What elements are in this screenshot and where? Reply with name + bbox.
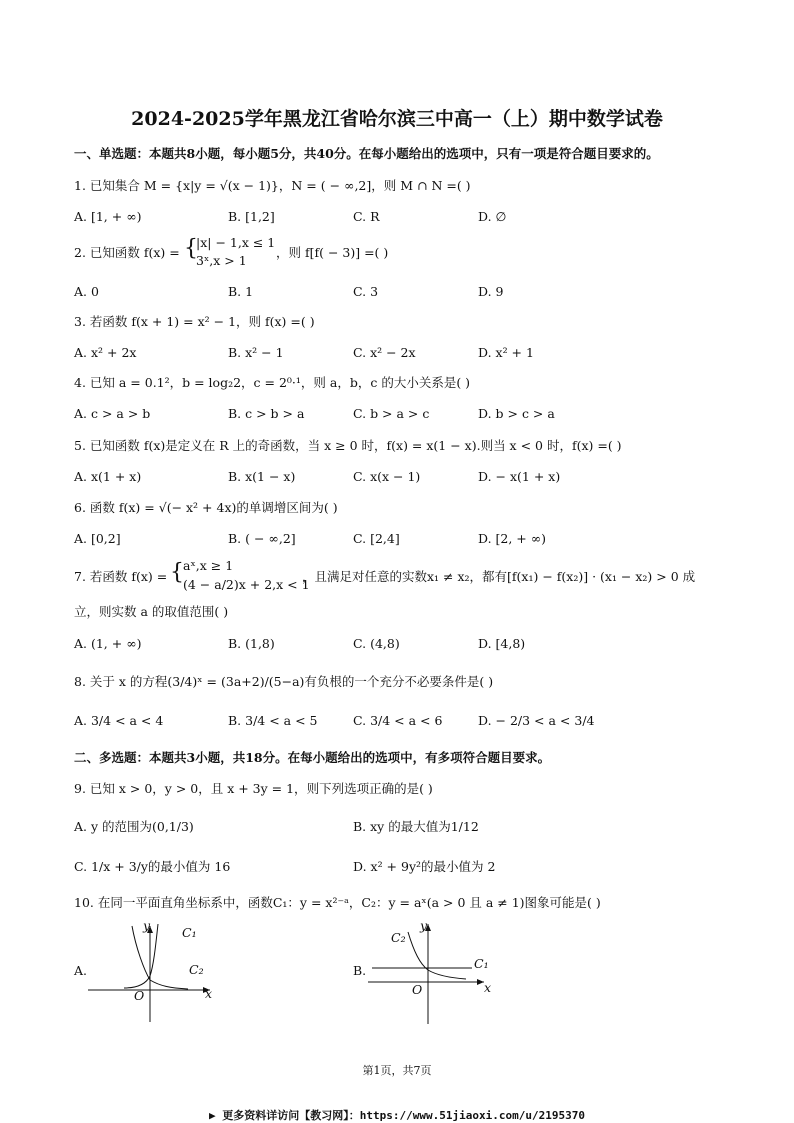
source-banner: ▶ 更多资料详访问【教习网】：https://www.51jiaoxi.com/u/2195370 (209, 1109, 585, 1122)
q8-option-b: B. 3/4 < a < 5 (228, 713, 318, 728)
q10-graph-a (88, 918, 228, 1026)
q7-piece-1: aˣ,x ≥ 1 (183, 558, 234, 573)
q9-option-b: B. xy 的最大值为1/12 (353, 819, 479, 834)
question-5-stem: 5. 已知函数 f(x)是定义在 R 上的奇函数，当 x ≥ 0 时，f(x) = x(1 − x).则当 x < 0 时，f(x) =( ) (74, 438, 622, 453)
q10-a-c2-label: C₂ (189, 962, 204, 977)
q3-option-b: B. x² − 1 (228, 345, 284, 360)
page-footer: 第1页，共7页 (362, 1064, 432, 1077)
q10-a-c1-label: C₁ (182, 925, 197, 940)
q10-a-y-label: y (143, 918, 151, 933)
q1-option-d: D. ∅ (478, 209, 507, 224)
question-9-stem: 9. 已知 x > 0，y > 0，且 x + 3y = 1，则下列选项正确的是( ) (74, 781, 433, 796)
q10-b-c2-label: C₂ (391, 930, 406, 945)
curve-c1 (124, 924, 158, 988)
q10-a-x-label: x (205, 986, 213, 1001)
q4-option-a: A. c > a > b (74, 406, 151, 421)
q10-graph-b (368, 918, 498, 1028)
q7-option-b: B. (1,8) (228, 636, 275, 651)
question-4-stem: 4. 已知 a = 0.1²，b = log₂2，c = 2⁰·¹，则 a，b，c 的大小关系是( ) (74, 375, 471, 390)
q10-b-origin-label: O (412, 982, 423, 997)
q1-option-c: C. R (353, 209, 380, 224)
q3-option-d: D. x² + 1 (478, 345, 534, 360)
q8-option-a: A. 3/4 < a < 4 (74, 713, 164, 728)
q1-option-a: A. [1, + ∞) (74, 209, 142, 224)
question-1-stem: 1. 已知集合 M = {x|y = √(x − 1)}，N = ( − ∞,2]，则 M ∩ N =( ) (74, 178, 471, 193)
q2-option-b: B. 1 (228, 284, 254, 299)
q6-option-d: D. [2, + ∞) (478, 531, 547, 546)
q4-option-b: B. c > b > a (228, 406, 305, 421)
q1-option-b: B. [1,2] (228, 209, 275, 224)
question-3-stem: 3. 若函数 f(x + 1) = x² − 1，则 f(x) =( ) (74, 314, 315, 329)
q8-option-d: D. − 2/3 < a < 3/4 (478, 713, 595, 728)
question-7-stem-suffix: ，且满足对任意的实数x₁ ≠ x₂，都有[f(x₁) − f(x₂)] · (x₁ − x₂) > 0 成 (302, 569, 696, 584)
section-heading-single-choice: 一、单选题：本题共8小题，每小题5分，共40分。在每小题给出的选项中，只有一项是符合题目要求的。 (74, 146, 659, 161)
q9-option-a: A. y 的范围为(0,1/3) (74, 819, 194, 834)
curve-c2 (408, 932, 466, 979)
q2-option-c: C. 3 (353, 284, 379, 299)
q4-option-d: D. b > c > a (478, 406, 555, 421)
page-title: 2024-2025学年黑龙江省哈尔滨三中高一（上）期中数学试卷 (131, 108, 663, 130)
q3-option-a: A. x² + 2x (74, 345, 137, 360)
q5-option-c: C. x(x − 1) (353, 469, 421, 484)
question-2-stem-prefix: 2. 已知函数 f(x) = (74, 245, 180, 260)
q9-option-d: D. x² + 9y²的最小值为 2 (353, 859, 496, 874)
question-6-stem: 6. 函数 f(x) = √(− x² + 4x)的单调增区间为( ) (74, 500, 338, 515)
q5-option-d: D. − x(1 + x) (478, 469, 561, 484)
q5-option-b: B. x(1 − x) (228, 469, 296, 484)
q3-option-c: C. x² − 2x (353, 345, 416, 360)
q2-option-a: A. 0 (74, 284, 99, 299)
q7-piece-2: (4 − a/2)x + 2,x < 1 (183, 577, 310, 592)
q4-option-c: C. b > a > c (353, 406, 430, 421)
section-heading-multiple-choice: 二、多选题：本题共3小题，共18分。在每小题给出的选项中，有多项符合题目要求。 (74, 750, 551, 765)
q6-option-c: C. [2,4] (353, 531, 400, 546)
q5-option-a: A. x(1 + x) (74, 469, 142, 484)
q10-b-x-label: x (484, 980, 492, 995)
q10-b-c1-label: C₁ (474, 956, 489, 971)
q6-option-b: B. ( − ∞,2] (228, 531, 296, 546)
q10-a-origin-label: O (134, 988, 145, 1003)
question-10-stem: 10. 在同一平面直角坐标系中，函数C₁：y = x²⁻ᵃ，C₂：y = aˣ(a > 0 且 a ≠ 1)图象可能是( ) (74, 895, 601, 910)
q8-option-c: C. 3/4 < a < 6 (353, 713, 443, 728)
question-2-stem-suffix: ，则 f[f( − 3)] =( ) (276, 245, 389, 260)
question-7-stem-prefix: 7. 若函数 f(x) = (74, 569, 168, 584)
q2-piece-2: 3ˣ,x > 1 (196, 253, 247, 268)
q6-option-a: A. [0,2] (74, 531, 121, 546)
curve-c2 (132, 926, 188, 989)
x-axis-arrow (477, 979, 484, 985)
question-8-stem: 8. 关于 x 的方程(3/4)ˣ = (3a+2)/(5−a)有负根的一个充分不必要条件是( ) (74, 674, 494, 689)
q2-brace: { (184, 236, 198, 261)
q7-option-c: C. (4,8) (353, 636, 400, 651)
q9-option-c: C. 1/x + 3/y的最小值为 16 (74, 859, 231, 874)
q2-piece-1: |x| − 1,x ≤ 1 (196, 235, 276, 250)
q10-b-y-label: y (420, 918, 428, 933)
q7-brace: { (170, 560, 184, 585)
q7-option-d: D. [4,8) (478, 636, 526, 651)
q2-option-d: D. 9 (478, 284, 504, 299)
q10-option-a-label: A. (74, 963, 88, 978)
question-7-stem-continued: 立，则实数 a 的取值范围( ) (74, 604, 229, 619)
q7-option-a: A. (1, + ∞) (74, 636, 142, 651)
q10-option-b-label: B. (353, 963, 367, 978)
